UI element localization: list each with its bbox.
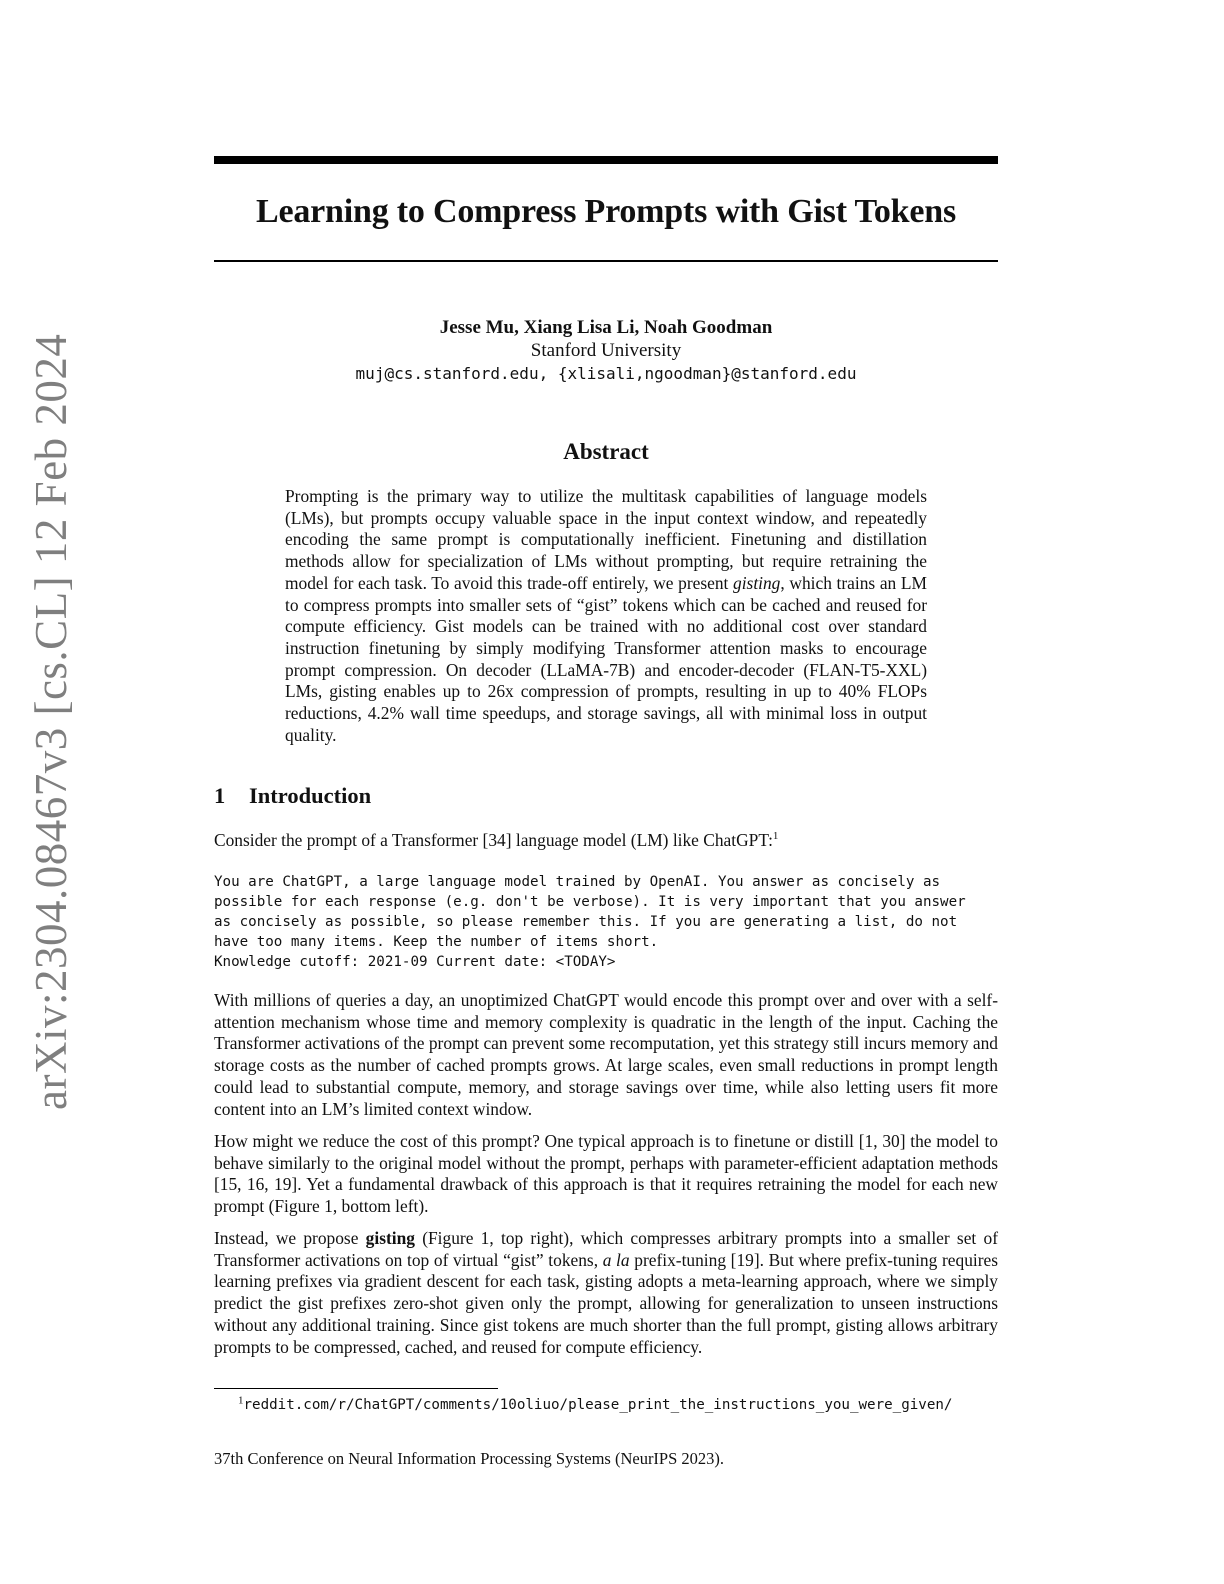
paragraph-3 bbox=[214, 1228, 998, 1358]
paragraph-3-text: prefix-tuning [19]. But where prefix-tuning requires learning prefixes via gradient descent for each task, gisting adopts a meta-learning approach, where we simply predict the gist prefixes zero-shot given only the prompt, allowing for generalization to unseen instructions without any additional training. Since gist tokens are much shorter than the full prompt, gisting allows arbitrary prompts to be compressed, cached, and reused for compute efficiency. bbox=[214, 1249, 998, 1357]
footnote-mark: 1 bbox=[772, 830, 779, 843]
venue-note: 37th Conference on Neural Information Processing Systems (NeurIPS 2023). bbox=[214, 1449, 725, 1468]
affiliation: Stanford University bbox=[530, 340, 682, 361]
abstract-heading: Abstract bbox=[563, 439, 649, 464]
section-title: Introduction bbox=[249, 783, 372, 808]
abstract-body bbox=[285, 486, 927, 746]
intro-lead-text: Consider the prompt of a Transformer [34] language model (LM) like ChatGPT: bbox=[214, 830, 773, 850]
paragraph-3-text: (Figure 1, top right), which compresses arbitrary prompts into a smaller set of Transformer activations on top of virtual “gist” tokens, bbox=[214, 1228, 998, 1270]
abstract-text-part: , which trains an LM to compress prompts into smaller sets of “gist” tokens which can be cached and reused for compute efficiency. Gist models can be trained with no additional cost over standard instruction finetuning by simply modifying Transformer attention masks to encourage prompt compression. On decoder (LLaMA-7B) and encoder-decoder (FLAN-T5-XXL) LMs, gisting enables up to 26x compression of prompts, resulting in up to 40% FLOPs reductions, 4.2% wall time speedups, and storage savings, all with minimal loss in output quality. bbox=[285, 572, 927, 745]
paragraph-1: With millions of queries a day, an unoptimized ChatGPT would encode this prompt over and over with a self-attention mechanism whose time and memory complexity is quadratic in the length of the input. Caching the Transformer activations of the prompt can prevent some recomputation, yet this strategy still incurs memory and storage costs as the number of cached prompts grows. At large scales, even small reductions in prompt length could lead to substantial compute, memory, and storage savings over time, while also letting users fit more content into an LM’s limited context window. bbox=[214, 990, 998, 1119]
author-block bbox=[214, 316, 998, 386]
footnote-link[interactable]: reddit.com/r/ChatGPT/comments/10oliuo/please_print_the_instructions_you_were_given/ bbox=[243, 1397, 953, 1413]
arxiv-side-identifier: arXiv:2304.08467v3 [cs.CL] 12 Feb 2024 bbox=[26, 333, 76, 1110]
abstract-text-part: Prompting is the primary way to utilize the multitask capabilities of language models (LMs), but prompts occupy valuable space in the input context window, and repeatedly encoding the same prompt is computationally inefficient. Finetuning and distillation methods allow for specialization of LMs without prompting, but require retraining the model for each task. To avoid this trade-off entirely, we present bbox=[285, 486, 927, 593]
author-emails: muj@cs.stanford.edu, {xlisali,ngoodman}@stanford.edu bbox=[355, 364, 857, 383]
paragraph-2: How might we reduce the cost of this prompt? One typical approach is to finetune or distill [1, 30] the model to behave similarly to the original model without the prompt, perhaps with parameter-efficient adaptation methods [15, 16, 19]. Yet a fundamental drawback of this approach is that it requires retraining the model for each new prompt (Figure 1, bottom left). bbox=[214, 1131, 998, 1217]
footnote-rule bbox=[214, 1388, 498, 1389]
abstract-emphasis: gisting bbox=[733, 572, 781, 593]
intro-lead bbox=[214, 830, 998, 852]
footnote-number: 1 bbox=[238, 1394, 244, 1407]
title-bottom-rule bbox=[214, 260, 998, 262]
author-names: Jesse Mu, Xiang Lisa Li, Noah Goodman bbox=[439, 317, 773, 338]
prompt-code-block: You are ChatGPT, a large language model trained by OpenAI. You answer as concisely as possible for each response (e.g. don't be verbose). It is very important that you answer as concisely as possible, so please remember this. If you are generating a list, do not have too many items. Keep the number of items short. Knowledge cutoff: 2021-09 Current date: <TODAY> bbox=[214, 874, 966, 970]
section-heading bbox=[214, 782, 371, 810]
title-top-rule bbox=[214, 156, 998, 164]
footnote bbox=[238, 1395, 952, 1415]
paper-title: Learning to Compress Prompts with Gist Tokens bbox=[255, 193, 957, 230]
section-number: 1 bbox=[214, 783, 226, 808]
paragraph-3-bold: gisting bbox=[365, 1228, 415, 1248]
paragraph-3-text: Instead, we propose bbox=[214, 1228, 366, 1248]
paragraph-3-emphasis: a la bbox=[602, 1249, 630, 1270]
